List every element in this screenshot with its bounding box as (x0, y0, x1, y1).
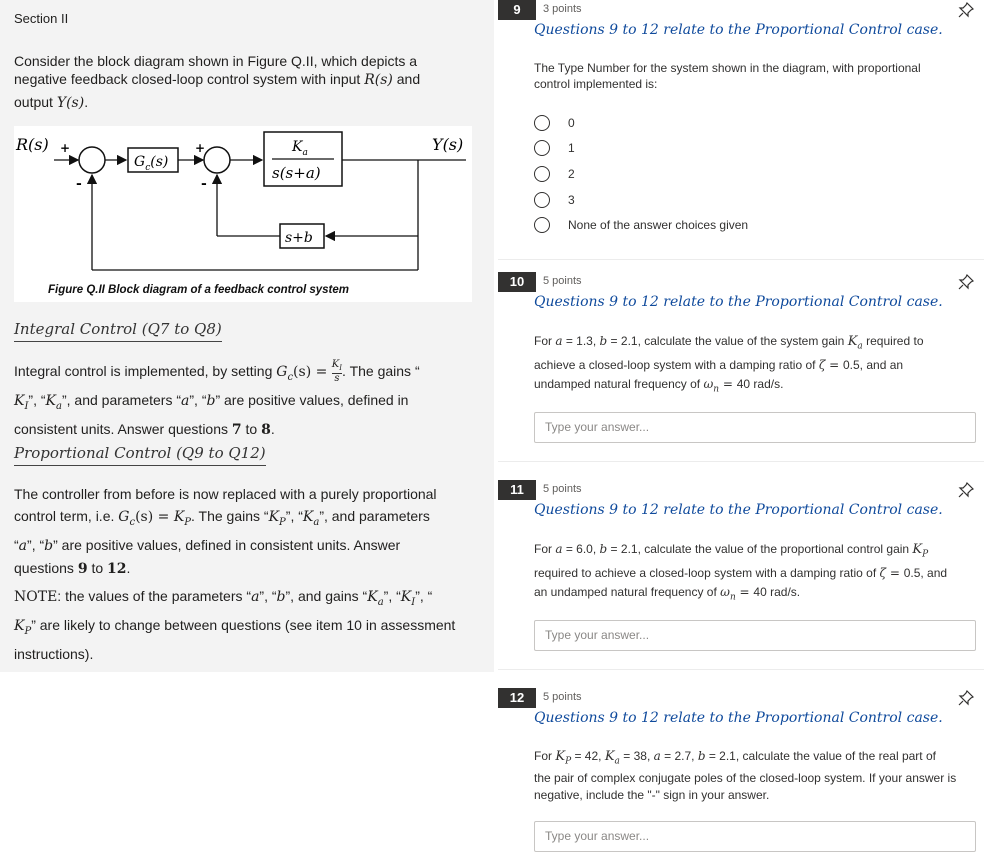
body-line: For $K_P = 42$, $K_a = 38$, a = 2.7, b = 2.1, calculate the value of the real part of (534, 749, 936, 767)
question-number: 10 (498, 272, 536, 292)
pin-icon[interactable] (958, 690, 974, 706)
answer-input[interactable]: Type your answer... (534, 412, 976, 443)
para-line: $K_I$”, “$K_a$”, and parameters “a”, “b” are positive values, defined in (14, 391, 409, 412)
question-12 (498, 688, 984, 858)
question-header: Questions 9 to 12 relate to the Proportional Control case. (534, 22, 943, 38)
question-body (534, 60, 974, 92)
option-3[interactable]: 3 (534, 190, 575, 210)
controller-label: $G_c(s)$ (134, 154, 169, 173)
summing-junction-1 (79, 147, 105, 173)
sum1-minus: - (76, 176, 82, 192)
divider (498, 669, 984, 670)
para-line: The controller from before is now replaced with a purely proportional (14, 486, 437, 502)
question-10 (498, 272, 984, 462)
body-line: negative, include the "-" sign in your answer. (534, 788, 770, 803)
body-line: For a = 1.3, b = 2.1, calculate the value of the system gain $K_a$ required to (534, 334, 924, 352)
body-line: control implemented is: (534, 77, 658, 91)
para-line: NOTE: the values of the parameters “a”, “b”, and gains “$K_a$”, “$K_I$”, “ (14, 588, 433, 608)
sum1-plus: + (60, 141, 71, 155)
body-line: required to achieve a closed-loop system with a damping ratio of ζ = 0.5, and (534, 566, 948, 581)
option-0[interactable]: 0 (534, 113, 575, 133)
plant-denominator: s(s+a) (272, 164, 321, 182)
intro-line: negative feedback closed-loop control system with input R(s) and (14, 71, 421, 88)
body-line: The Type Number for the system shown in the diagram, with proportional (534, 61, 921, 75)
question-9 (498, 0, 984, 262)
proportional-control-text (14, 483, 484, 580)
para-line: instructions). (14, 645, 94, 662)
question-header: Questions 9 to 12 relate to the Proportional Control case. (534, 710, 943, 726)
proportional-control-heading: Proportional Control (Q9 to Q12) (14, 444, 266, 466)
integral-control-text (14, 360, 484, 441)
para-line: consistent units. Answer questions 7 to 8. (14, 420, 275, 438)
para-line: questions 9 to 12. (14, 559, 131, 577)
block-diagram-figure (14, 126, 472, 302)
note-text (14, 585, 484, 665)
para-line: “a”, “b” are positive values, defined in consistent units. Answer (14, 536, 401, 554)
block-diagram (14, 126, 472, 302)
intro-line: Consider the block diagram shown in Figure Q.II, which depicts a (14, 53, 418, 69)
question-points: 5 points (543, 483, 582, 495)
input-label: R(s) (16, 135, 49, 154)
output-label: Y(s) (432, 135, 464, 154)
body-line: undamped natural frequency of $\omega_n = 40$ rad/s. (534, 377, 784, 395)
body-line: the pair of complex conjugate poles of the closed-loop system. If your answer is (534, 771, 957, 786)
question-body (534, 540, 974, 608)
body-line: For a = 6.0, b = 2.1, calculate the value of the proportional control gain $K_P$ (534, 542, 929, 560)
question-number: 12 (498, 688, 536, 708)
plant-numerator: $K_a$ (292, 139, 308, 158)
divider (498, 461, 984, 462)
question-body (534, 332, 974, 400)
body-line: achieve a closed-loop system with a damping ratio of ζ = 0.5, and an (534, 358, 904, 373)
section-panel (0, 0, 494, 672)
question-body (534, 748, 974, 804)
answer-input[interactable]: Type your answer... (534, 620, 976, 651)
pin-icon[interactable] (958, 2, 974, 18)
para-line: control term, i.e. $G_c(s) = K_P$. The gains “$K_P$”, “$K_a$”, and parameters (14, 508, 430, 528)
integral-control-heading: Integral Control (Q7 to Q8) (14, 320, 222, 342)
question-number: 9 (498, 0, 536, 20)
radio-icon[interactable] (534, 115, 550, 131)
radio-icon[interactable] (534, 140, 550, 156)
body-line: an undamped natural frequency of $\omega_n = 40$ rad/s. (534, 585, 801, 603)
question-points: 3 points (543, 3, 582, 15)
question-11 (498, 480, 984, 670)
summing-junction-2 (204, 147, 230, 173)
pin-icon[interactable] (958, 482, 974, 498)
question-points: 5 points (543, 275, 582, 287)
radio-icon[interactable] (534, 192, 550, 208)
divider (498, 259, 984, 260)
para-line: Integral control is implemented, by setting $G_c(s)$ = $\frac{K_I}{s}$ . The gains “ (14, 359, 420, 385)
question-header: Questions 9 to 12 relate to the Proportional Control case. (534, 502, 943, 518)
sum2-minus: - (201, 176, 207, 192)
option-none[interactable]: None of the answer choices given (534, 215, 748, 235)
para-line: $K_P$” are likely to change between questions (see item 10 in assessment (14, 616, 456, 637)
intro-line: output Y(s). (14, 94, 89, 111)
sum2-plus: + (195, 141, 206, 155)
section-title: Section II (14, 11, 69, 26)
section-intro (14, 52, 484, 112)
question-number: 11 (498, 480, 536, 500)
question-points: 5 points (543, 691, 582, 703)
radio-icon[interactable] (534, 166, 550, 182)
figure-caption: Figure Q.II Block diagram of a feedback control system (48, 284, 349, 296)
option-2[interactable]: 2 (534, 164, 575, 184)
pin-icon[interactable] (958, 274, 974, 290)
radio-icon[interactable] (534, 217, 550, 233)
option-1[interactable]: 1 (534, 138, 575, 158)
feedback-label: s+b (285, 230, 313, 246)
question-header: Questions 9 to 12 relate to the Proportional Control case. (534, 294, 943, 310)
answer-input[interactable]: Type your answer... (534, 821, 976, 852)
